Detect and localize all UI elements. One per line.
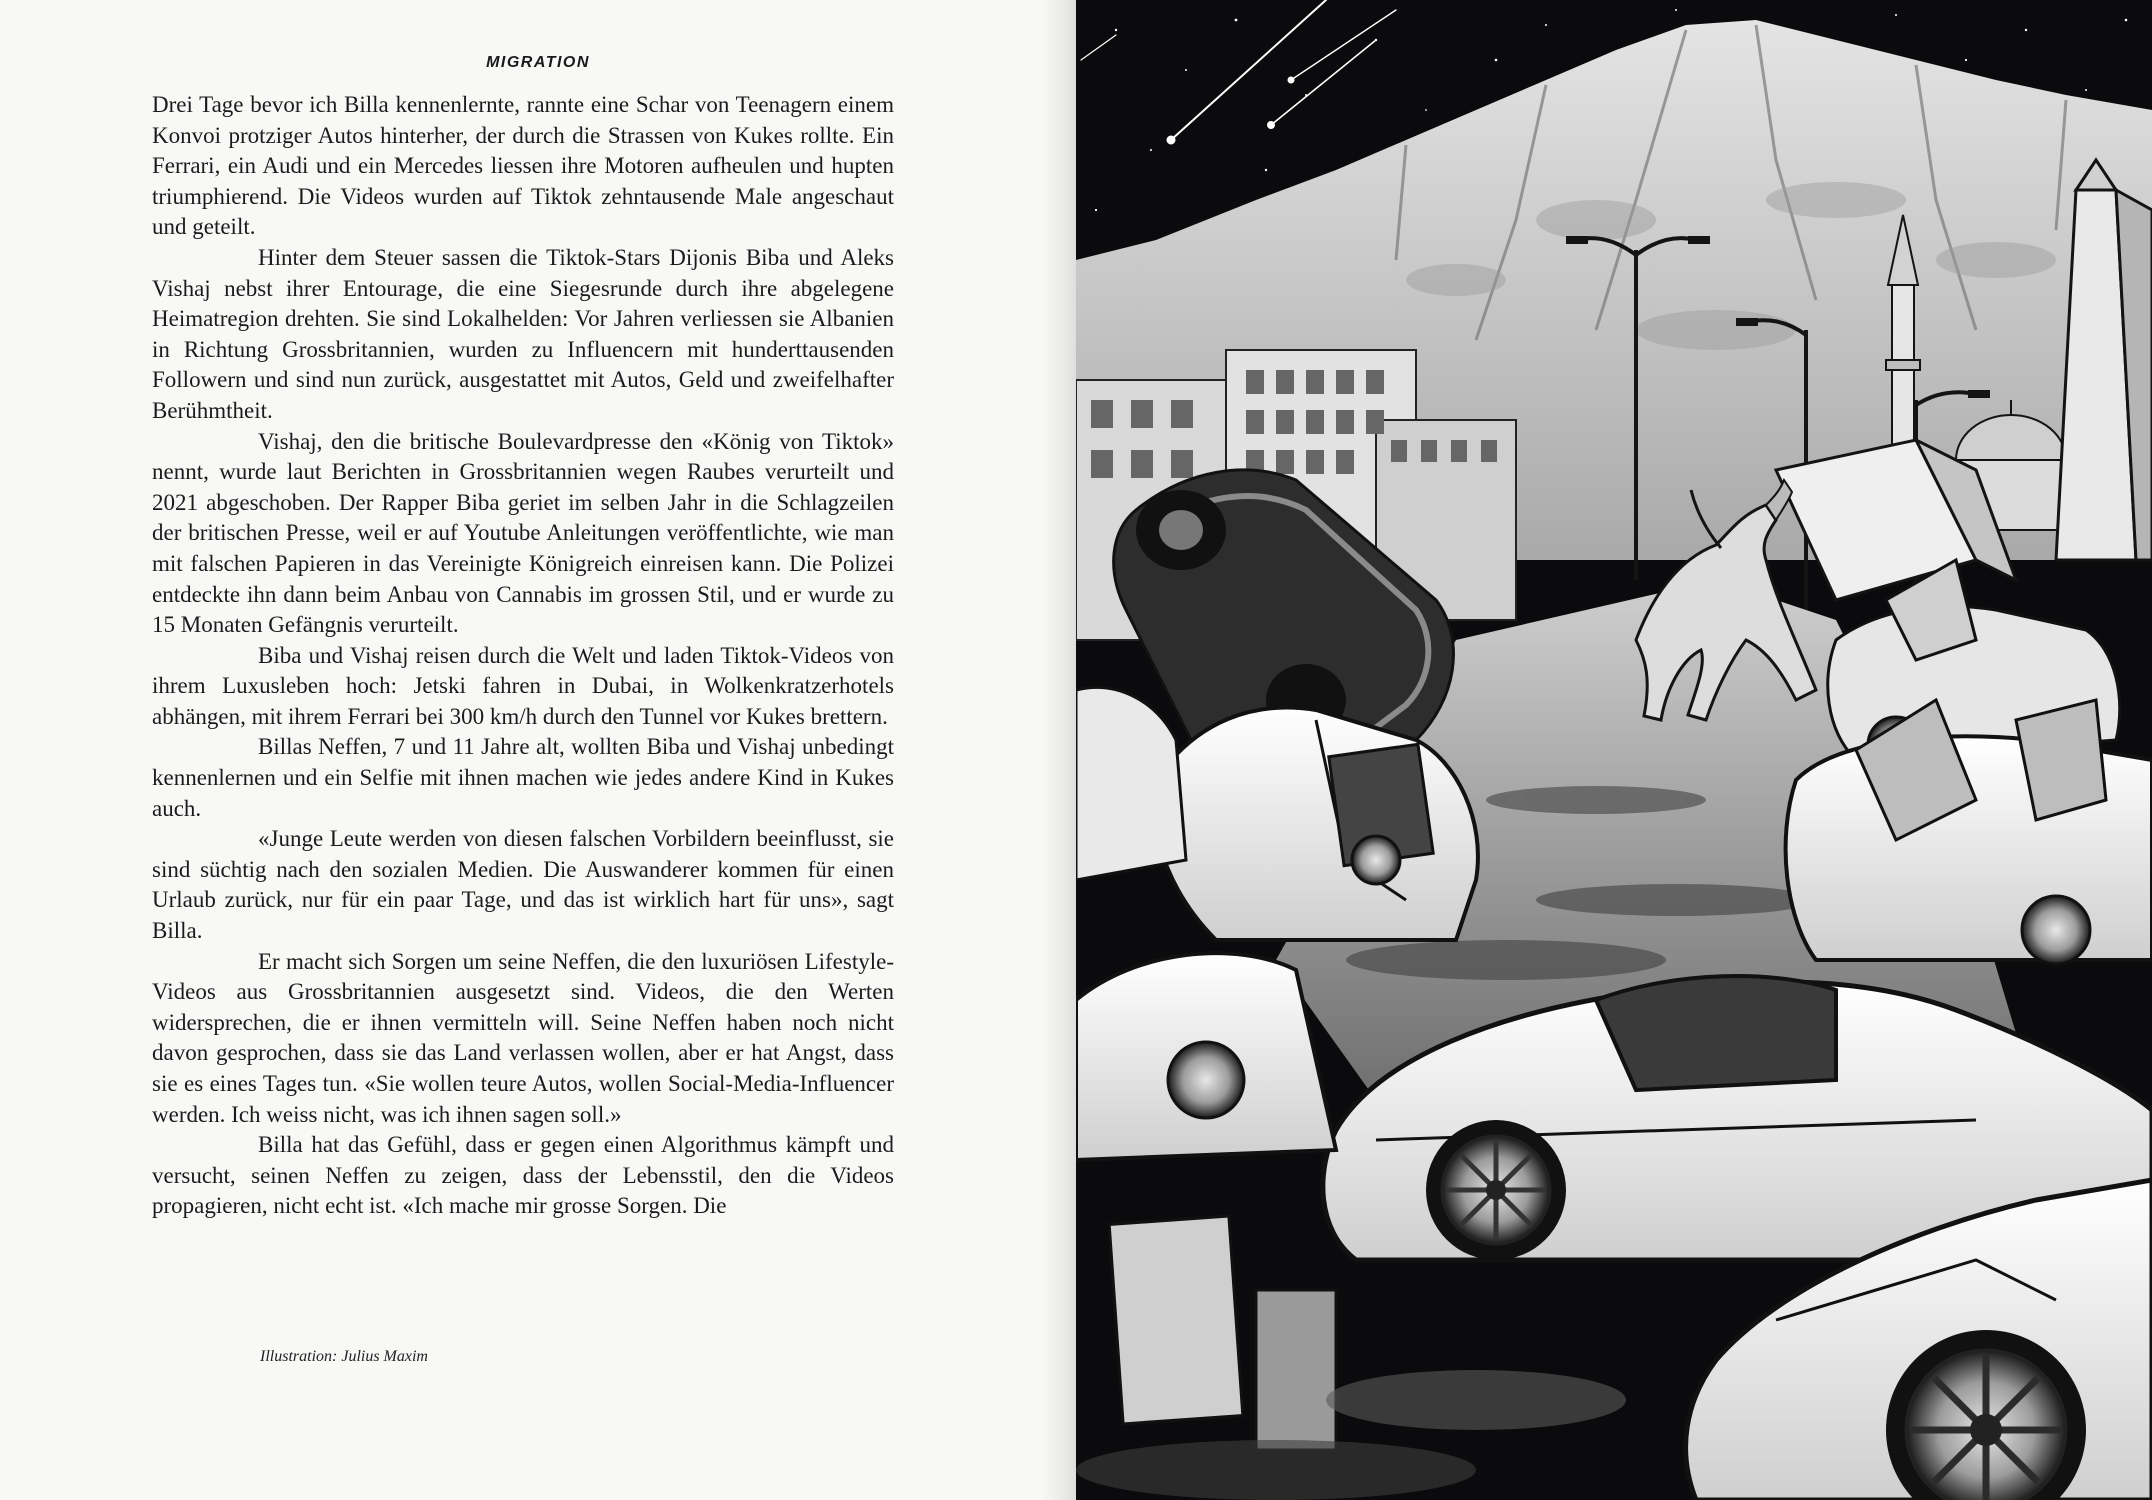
paragraph: Er macht sich Sorgen um seine Neffen, die den luxuriösen Lifestyle-Videos aus Grossbritannien ausgesetzt sind. Videos, die den Werten widersprechen, die er ihnen vermitteln will. Seine Neffen haben noch nicht davon gesprochen, dass sie das Land verlassen wollen, aber er hat Angst, dass sie es eines Tages tun. «Sie wollen teure Autos, wollen Social-Media-Influencer werden. Ich weiss nicht, was ich ihnen sagen soll.» (152, 948, 894, 1127)
section-label: MIGRATION (486, 54, 590, 71)
paragraph: Drei Tage bevor ich Billa kennenlernte, rannte eine Schar von Teenagern einem Konvoi protziger Autos hinterher, der durch die Strassen von Kukes rollte. Ein Ferrari, ein Audi und ein Mercedes liessen ihre Motoren aufheulen und hupten triumphierend. Die Videos wurden auf Tiktok zehntausende Male angeschaut und geteilt. (152, 92, 894, 240)
page-gutter-shadow (1040, 0, 1076, 1500)
wheel-icon (1426, 1120, 1566, 1260)
paragraph: Biba und Vishaj reisen durch die Welt und laden Tiktok-Videos von ihrem Luxusleben hoch: Jetski fahren in Dubai, in Wolkenkratzerhotels abhängen, mit ihrem Ferrari bei 300 km/h durch den Tunnel vor Kukes brettern. (152, 642, 894, 729)
paragraph: Vishaj, den die britische Boulevardpresse den «König von Tiktok» nennt, wurde laut Berichten in Grossbritannien wegen Raubes verurteilt und 2021 abgeschoben. Der Rapper Biba geriet im selben Jahr in die Schlagzeilen der britischen Presse, weil er auf Youtube Anleitungen veröffentlichte, wie man mit falschen Papieren in das Vereinigte Königreich einreisen kann. Die Polizei entdeckte ihn dann beim Anbau von Cannabis im grossen Stil, und er wurde zu 15 Monaten Gefängnis verurteilt. (152, 428, 894, 638)
paragraph: Billa hat das Gefühl, dass er gegen einen Algorithmus kämpft und versucht, seinen Neffen zu zeigen, dass der Lebensstil, den die Videos propagieren, nicht echt ist. «Ich mache mir grosse Sorgen. Die (152, 1132, 894, 1219)
illustration (1076, 0, 2152, 1500)
paragraph: Billas Neffen, 7 und 11 Jahre alt, wollten Biba und Vishaj unbedingt kennenlernen und ein Selfie mit ihnen machen wie jedes andere Kind in Kukes auch. (152, 734, 894, 821)
paragraph: «Junge Leute werden von diesen falschen Vorbildern beeinflusst, sie sind süchtig nach den sozialen Medien. Die Auswanderer kommen für einen Urlaub zurück, nur für ein paar Tage, und das ist wirklich hart für uns», sagt Billa. (152, 826, 894, 944)
article-body (152, 90, 894, 1222)
paragraph: Hinter dem Steuer sassen die Tiktok-Stars Dijonis Biba und Aleks Vishaj nebst ihrer Entourage, die eine Siegesrunde durch ihre abgelegene Heimatregion drehten. Sie sind Lokalhelden: Vor Jahren verliessen sie Albanien in Richtung Grossbritannien, wurden zu Influencern mit hunderttausenden Followern und sind nun zurück, ausgestattet mit Autos, Geld und zweifelhafter Berühmtheit. (152, 244, 894, 423)
illustration-page (1076, 0, 2152, 1500)
illustration-credit: Illustration: Julius Maxim (260, 1348, 428, 1365)
